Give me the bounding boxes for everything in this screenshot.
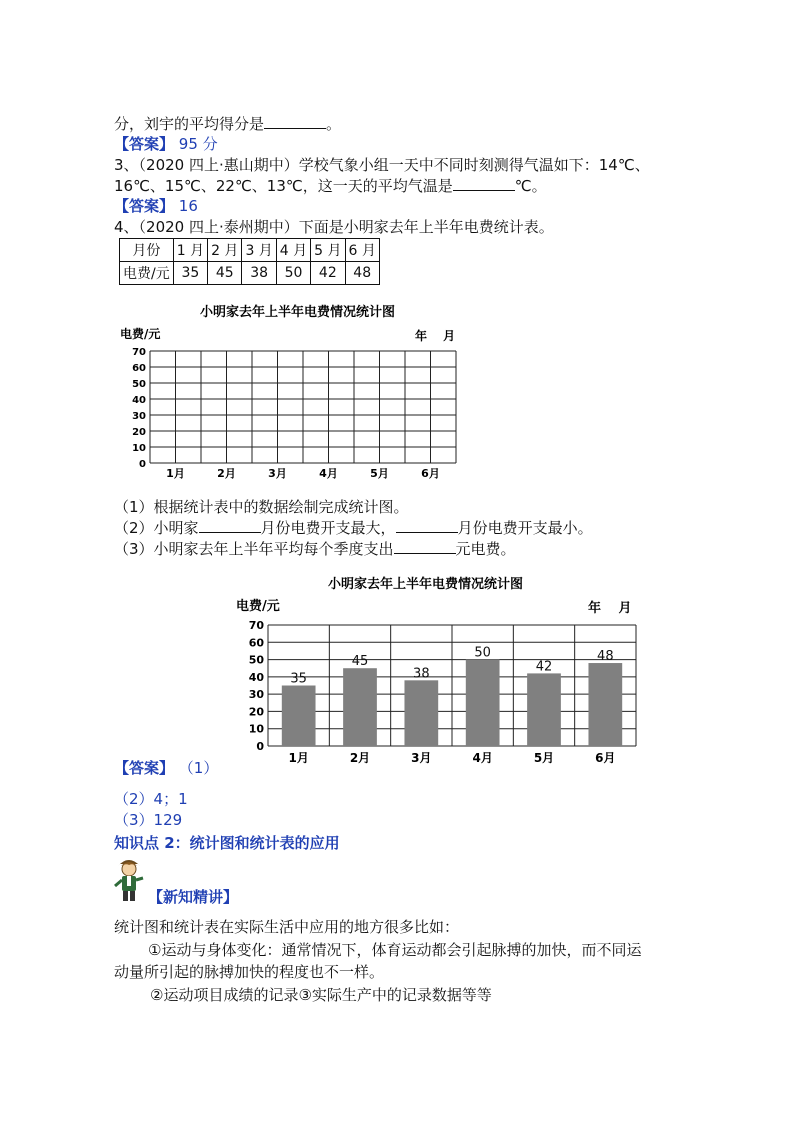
- bar: [588, 663, 622, 746]
- x-tick-label: 3月: [411, 751, 432, 765]
- text-fragment: 分，刘宇的平均得分是: [114, 115, 265, 133]
- x-tick-label: 4月: [319, 467, 338, 480]
- blank-line: [264, 114, 326, 129]
- answer-value: 16: [178, 197, 198, 215]
- y-tick-label: 0: [256, 740, 264, 753]
- table-cell: 48: [345, 262, 379, 285]
- blank-line: [396, 518, 458, 533]
- x-tick-label: 6月: [421, 467, 440, 480]
- y-tick-label: 30: [248, 688, 264, 702]
- question-3-line-2: [114, 176, 547, 196]
- x-tick-label: 4月: [472, 751, 493, 765]
- blank-line: [394, 539, 456, 554]
- grid: [150, 351, 456, 463]
- table-cell: 1 月: [173, 239, 207, 262]
- bar: [466, 660, 500, 746]
- answer-value: （2）4；1: [114, 790, 188, 808]
- x-tick-label: 2月: [217, 467, 236, 480]
- text-line-1: [114, 114, 341, 134]
- knowledge-item-2: [150, 985, 492, 1005]
- text-fragment: （1）根据统计表中的数据绘制完成统计图。: [114, 498, 409, 516]
- y-ticks: [132, 347, 146, 470]
- table-cell: 45: [208, 262, 242, 285]
- answer-tag: 【答案】: [114, 759, 175, 777]
- table-cell: 4 月: [276, 239, 310, 262]
- y-tick-label: 60: [132, 363, 146, 374]
- date-label: 年 月: [588, 601, 632, 616]
- x-labels: [166, 467, 440, 480]
- table-cell: 3 月: [242, 239, 276, 262]
- y-axis-label: 电费/元: [120, 327, 161, 341]
- question-3-line-1: [114, 155, 650, 175]
- bar: [343, 668, 377, 746]
- y-tick-label: 50: [132, 379, 146, 390]
- table-cell: 电费/元: [120, 262, 174, 285]
- answer-tag: 【答案】: [114, 197, 175, 215]
- table-cell: 2 月: [208, 239, 242, 262]
- y-ticks: [249, 619, 265, 753]
- text-fragment: ②运动项目成绩的记录③实际生产中的记录数据等等: [150, 986, 492, 1004]
- blank-chart: [110, 300, 480, 490]
- bar: [404, 680, 438, 746]
- x-tick-label: 2月: [349, 751, 371, 765]
- x-tick-label: 1月: [166, 467, 185, 480]
- table-row: [120, 239, 380, 262]
- y-tick-label: 60: [248, 636, 264, 650]
- chart-title: 小明家去年上半年电费情况统计图: [328, 577, 524, 592]
- y-tick-label: 0: [139, 459, 146, 470]
- answer-1: [114, 134, 218, 154]
- text-fragment: 月份电费开支最小。: [457, 519, 593, 537]
- chart-title: 小明家去年上半年电费情况统计图: [200, 305, 396, 320]
- y-axis-label: 电费/元: [236, 599, 280, 614]
- teacher-cartoon-icon: [112, 856, 146, 902]
- electricity-table: [119, 238, 380, 285]
- bar-value-label: 38: [413, 666, 430, 682]
- answer-3: [114, 196, 198, 216]
- bar-value-label: 45: [351, 654, 369, 670]
- x-tick-label: 5月: [533, 751, 555, 765]
- table-cell: 35: [173, 262, 207, 285]
- knowledge-item-1a: [148, 940, 641, 960]
- bar-value-label: 48: [597, 649, 614, 665]
- table-row: [120, 262, 380, 285]
- text-fragment: 16℃、15℃、22℃、13℃，这一天的平均气温是: [114, 177, 453, 195]
- x-labels: [288, 751, 615, 765]
- text-fragment: 3、（2020 四上·惠山期中）学校气象小组一天中不同时刻测得气温如下：14℃、: [114, 156, 650, 174]
- text-fragment: （3）小明家去年上半年平均每个季度支出: [114, 540, 394, 558]
- x-tick-label: 5月: [370, 467, 389, 480]
- knowledge-intro: [114, 917, 459, 937]
- knowledge-item-1b: [114, 962, 384, 982]
- y-tick-label: 50: [248, 653, 264, 667]
- question-part-3: [114, 539, 516, 559]
- x-tick-label: 6月: [595, 751, 616, 765]
- y-tick-label: 10: [248, 722, 264, 736]
- date-label: 年 月: [415, 329, 456, 343]
- bar: [282, 686, 316, 747]
- y-tick-label: 70: [248, 619, 264, 632]
- table-cell: 38: [242, 262, 276, 285]
- x-tick-label: 1月: [288, 751, 309, 765]
- knowledge-point-title: 知识点 2：统计图和统计表的应用: [114, 834, 340, 852]
- text-fragment: （2）小明家: [114, 519, 199, 537]
- text-fragment: 元电费。: [455, 540, 516, 558]
- text-fragment: 月份电费开支最大，: [260, 519, 396, 537]
- question-part-1: [114, 497, 409, 517]
- answer-value: （3）129: [114, 811, 183, 829]
- bar: [527, 673, 561, 746]
- y-tick-label: 30: [132, 411, 146, 422]
- blank-line: [453, 176, 515, 191]
- table-cell: 42: [311, 262, 345, 285]
- answer-value: （1）: [178, 759, 219, 777]
- bar-value-label: 42: [535, 659, 553, 675]
- table-cell: 6 月: [345, 239, 379, 262]
- answer-tag: 【答案】: [114, 135, 175, 153]
- grid: [268, 625, 636, 746]
- text-fragment: ℃。: [514, 177, 547, 195]
- y-tick-label: 10: [132, 443, 146, 454]
- text-fragment: 4、（2020 四上·泰州期中）下面是小明家去年上半年电费统计表。: [114, 218, 554, 236]
- text-fragment: 动量所引起的脉搏加快的程度也不一样。: [114, 963, 385, 981]
- text-fragment: 。: [326, 115, 342, 133]
- bar-value-label: 35: [290, 671, 307, 687]
- table-cell: 5 月: [311, 239, 345, 262]
- table-cell: 月份: [120, 239, 174, 262]
- bar-value-label: 50: [474, 645, 491, 661]
- y-tick-label: 20: [248, 705, 264, 719]
- y-tick-label: 40: [132, 395, 146, 406]
- answer-value: 95 分: [178, 135, 218, 153]
- y-tick-label: 20: [132, 427, 146, 438]
- x-tick-label: 3月: [268, 467, 287, 480]
- text-fragment: 统计图和统计表在实际生活中应用的地方很多比如：: [114, 918, 460, 936]
- question-part-2: [114, 518, 593, 538]
- y-tick-label: 40: [248, 670, 264, 684]
- answer-bar-chart: [228, 570, 658, 770]
- y-tick-label: 70: [132, 347, 146, 358]
- answer-4-1: [114, 758, 218, 778]
- blank-line: [199, 518, 261, 533]
- table-cell: 50: [276, 262, 310, 285]
- new-knowledge-badge: 【新知精讲】: [148, 888, 239, 906]
- answer-4-3: [114, 810, 182, 830]
- question-4: [114, 217, 554, 237]
- text-fragment: ①运动与身体变化：通常情况下，体育运动都会引起脉搏的加快，而不同运: [148, 941, 642, 959]
- answer-4-2: [114, 789, 188, 809]
